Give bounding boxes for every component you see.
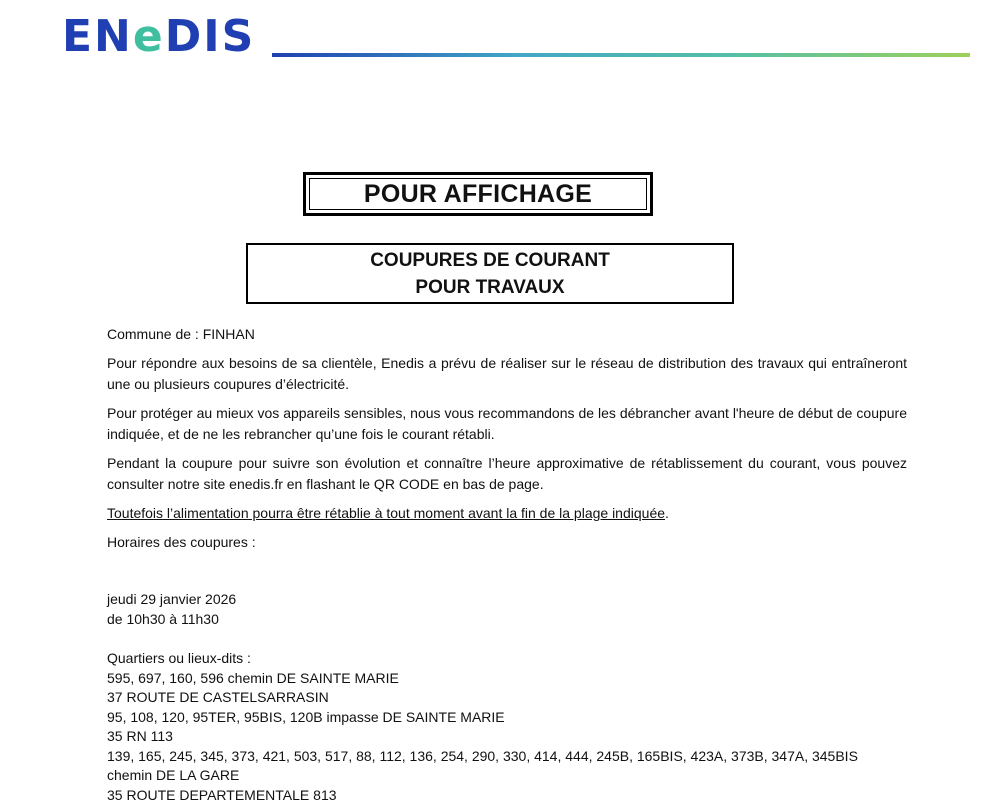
title-box: [303, 172, 653, 216]
subtitle-line-1: COUPURES DE COURANT: [370, 249, 610, 271]
page-title: POUR AFFICHAGE: [363, 179, 593, 208]
outage-schedule: [107, 590, 236, 629]
paragraph-1: Pour répondre aux besoins de sa clientèle, Enedis a prévu de réaliser sur le réseau de distribution des travaux qui entraîneront une ou plusieurs coupures d’électricité.: [107, 355, 907, 392]
outage-time: de 10h30 à 11h30: [107, 610, 219, 627]
restore-notice-text: Toutefois l’alimentation pourra être rétablie à tout moment avant la fin de la plage indiquée: [107, 505, 666, 521]
place-line: 95, 108, 120, 95TER, 95BIS, 120B impasse DE SAINTE MARIE: [107, 708, 505, 725]
schedule-heading: Horaires des coupures :: [107, 534, 256, 550]
commune-line: Commune de : FINHAN: [107, 326, 255, 342]
place-line: 37 ROUTE DE CASTELSARRASIN: [107, 689, 329, 705]
restore-notice-period: .: [665, 505, 669, 521]
paragraph-2: Pour protéger au mieux vos appareils sensibles, nous vous recommandons de les débrancher avant l'heure de début de coupure indiquée, et de ne les rebrancher qu’une fois le courant rétabli.: [107, 405, 907, 442]
place-line: 35 ROUTE DEPARTEMENTALE 813: [107, 786, 337, 803]
places-heading: Quartiers ou lieux-dits :: [107, 650, 251, 666]
paragraph-3: Pendant la coupure pour suivre son évolution et connaître l’heure approximative de rétablissement du courant, vous pouvez consulter notre site enedis.fr en flashant le QR CODE en bas de page.: [107, 455, 907, 492]
outage-date: jeudi 29 janvier 2026: [107, 591, 237, 607]
notice-body: [107, 324, 907, 561]
places-list: [107, 649, 967, 805]
enedis-logo: ENeDIS: [62, 11, 256, 62]
subtitle-box: [246, 243, 734, 304]
restore-notice: [107, 503, 907, 524]
header-gradient-rule: [272, 53, 970, 57]
place-line: 595, 697, 160, 596 chemin DE SAINTE MARIE: [107, 669, 399, 686]
place-line: 35 RN 113: [107, 728, 173, 744]
subtitle-line-2: POUR TRAVAUX: [415, 276, 565, 298]
place-line: chemin DE LA GARE: [107, 767, 240, 783]
place-line: 139, 165, 245, 345, 373, 421, 503, 517, 88, 112, 136, 254, 290, 330, 414, 444, 245B, 165BIS, 423A, 373B, 347A, 345BIS: [107, 747, 858, 764]
